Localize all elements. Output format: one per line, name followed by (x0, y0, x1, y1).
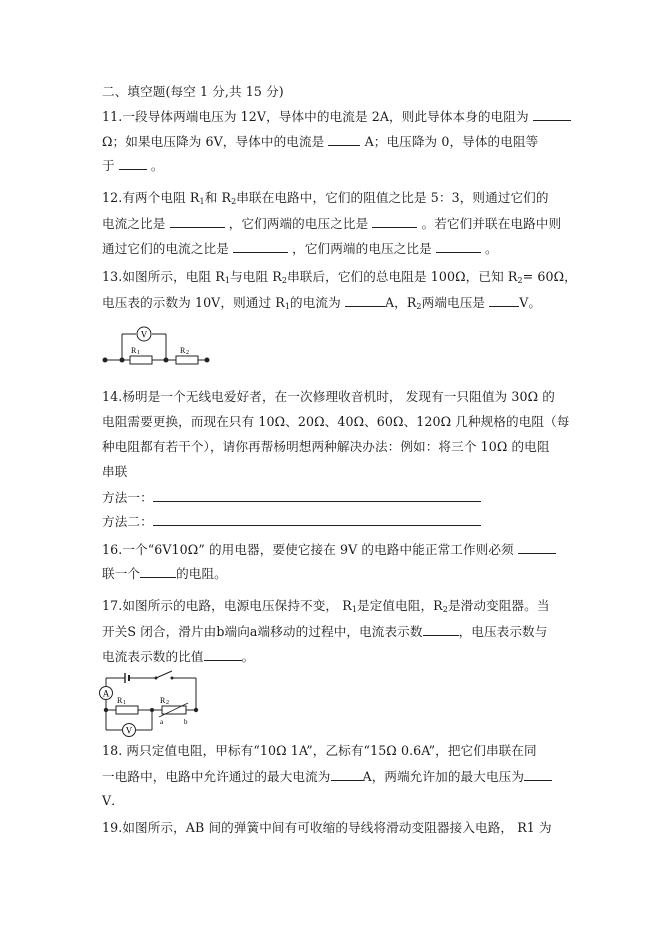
subscript: 1 (199, 197, 205, 206)
q13-text: 的电流为 (290, 295, 341, 310)
terminal-a-label: a (160, 718, 164, 726)
q14-blank-method-2 (153, 513, 481, 526)
q13-text: 13.如图所示，电阻 R (102, 269, 225, 284)
q12-line-3 (102, 240, 498, 257)
r2-subscript: 2 (166, 700, 169, 706)
q14-line-4: 串联 (102, 464, 128, 479)
q12-line-2 (102, 215, 561, 232)
q17-line-2 (102, 623, 547, 640)
q12-blank-parallel-voltage (436, 240, 481, 253)
q14-method-1 (102, 489, 481, 506)
subscript: 2 (416, 302, 422, 311)
q11-text: 11.一段导体两端电压为 12V，导体中的电流是 2A，则此导体本身的电阻为 (102, 109, 529, 124)
r1-label: R (117, 696, 123, 705)
q13-text: 两端电压是 (421, 295, 486, 310)
ammeter-label: A (102, 688, 110, 699)
terminal-b-label: b (184, 718, 188, 726)
r1-subscript: 1 (123, 700, 126, 706)
section-title: 二、填空题(每空 1 分,共 15 分) (102, 84, 284, 99)
q11-blank-zero-voltage (119, 157, 147, 170)
q17-text: 开关S 闭合，滑片由b端向a端移动的过程中，电流表示数 (102, 624, 423, 639)
q17-text: 电流表示数的比值 (102, 649, 204, 664)
q14-line-3: 种电阻都有若干个），请你再帮杨明想两种解决办法：例如：将三个 10Ω 的电阻 (102, 439, 550, 454)
voltmeter-label: V (125, 725, 133, 736)
q13-text: V。 (519, 295, 542, 310)
subscript: 2 (281, 276, 288, 285)
r1-subscript: 1 (137, 350, 140, 356)
q14-method-2 (102, 513, 481, 530)
subscript: 2 (442, 605, 448, 614)
q16-text: 的电阻。 (176, 566, 227, 581)
voltmeter-label: V (140, 329, 148, 340)
q12-text: 。 (485, 241, 498, 256)
q14-line-1: 14.杨明是一个无线电爱好者，在一次修理收音机时， 发现有一只阻值为 30Ω 的 (102, 389, 555, 404)
q17-circuit-diagram (98, 668, 202, 740)
q12-text: 通过它们的电流之比是 (102, 241, 229, 256)
q13-text: A，R (384, 295, 417, 310)
q16-blank-resistance (140, 565, 176, 578)
q16-text: 16.一个“6V10Ω” 的用电器，要使它接在 9V 的电路中能正常工作则必须 (102, 542, 514, 557)
q18-blank-current (331, 768, 363, 781)
r1-label: R (131, 346, 137, 355)
q16-blank-connection (518, 541, 556, 554)
q12-text: 和 R (204, 190, 232, 205)
q14-blank-method-1 (153, 489, 481, 502)
q18-text: 一电路中，电路中允许通过的最大电流为 (102, 769, 331, 784)
q16-line-2 (102, 565, 227, 582)
q13-blank-current (345, 294, 385, 307)
q11-blank-resistance (533, 108, 571, 121)
q11-blank-current (328, 133, 360, 146)
q11-line-2 (102, 133, 538, 150)
q13-text: 串联后，它们的总电阻是 100Ω，已知 R (287, 269, 518, 284)
q12-blank-parallel-current (233, 240, 288, 253)
q12-text: 电流之比是 (102, 216, 166, 231)
q11-text: 。 (150, 158, 164, 173)
r2-label: R (160, 696, 166, 705)
q16-line-1 (102, 541, 556, 558)
subscript: 1 (351, 605, 358, 614)
q17-text: 是定值电阻，R (357, 598, 443, 613)
q13-blank-voltage (489, 294, 519, 307)
q12-line-1 (102, 190, 549, 210)
q12-text: 。若它们并联在电路中则 (421, 216, 562, 231)
q18-line-1: 18. 两只定值电阻，甲标有“10Ω 1A”，乙标有“15Ω 0.6A”，把它们串联在同 (102, 743, 537, 758)
q17-text: 。 (241, 649, 255, 664)
q11-line-1 (102, 108, 571, 125)
q11-text: Ω；如果电压降为 6V，导体中的电流是 (102, 134, 325, 149)
q13-text: = 60Ω， (522, 269, 577, 284)
q18-text: A，两端允许加的最大电压为 (362, 769, 525, 784)
q12-text: 12.有两个电阻 R (102, 190, 200, 205)
q17-text: 17.如图所示的电路，电源电压保持不变， R (102, 598, 352, 613)
q13-line-1 (102, 269, 577, 289)
subscript: 1 (224, 276, 231, 285)
r2-label: R (180, 346, 186, 355)
q12-blank-series-current (170, 215, 225, 228)
subscript: 1 (284, 302, 291, 311)
q12-text: ，它们两端的电压之比是 (228, 216, 369, 231)
q17-line-3 (102, 648, 254, 665)
subscript: 2 (517, 276, 523, 285)
q18-blank-voltage (524, 768, 552, 781)
q11-text: A；电压降为 0，导体的电阻等 (364, 134, 539, 149)
q17-text: 是滑动变阻器。当 (447, 598, 550, 613)
q11-line-3 (102, 157, 164, 174)
q11-text: 于 (102, 158, 115, 173)
r2-subscript: 2 (186, 350, 189, 356)
q12-text: ，它们两端的电压之比是 (292, 241, 432, 256)
q13-text: 电压表的示数为 10V，则通过 R (102, 295, 285, 310)
q18-line-3: V． (102, 793, 124, 808)
q13-text: 与电阻 R (230, 269, 282, 284)
q12-blank-series-voltage (372, 215, 417, 228)
q14-line-2: 电阻需要更换，而现在只有 10Ω、20Ω、40Ω、60Ω、120Ω 几种规格的电阻（每 (102, 414, 570, 429)
q18-line-2 (102, 768, 552, 785)
q17-blank-ratio (204, 648, 242, 661)
q13-line-2 (102, 294, 541, 315)
subscript: 2 (231, 197, 237, 206)
q17-blank-current (423, 623, 459, 636)
q14-method-label: 方法二： (102, 514, 153, 529)
q13-circuit-diagram (100, 322, 212, 368)
q17-text: ，电压表示数与 (458, 624, 548, 639)
q16-text: 联一个 (102, 566, 141, 581)
q14-method-label: 方法一： (102, 490, 153, 505)
q17-line-1 (102, 598, 550, 618)
q19-line-1: 19.如图所示，AB 间的弹簧中间有可收缩的导线将滑动变阻器接入电路， R1 为 (102, 820, 552, 835)
q12-text: 串联在电路中，它们的阻值之比是 5：3，则通过它们的 (236, 190, 549, 205)
